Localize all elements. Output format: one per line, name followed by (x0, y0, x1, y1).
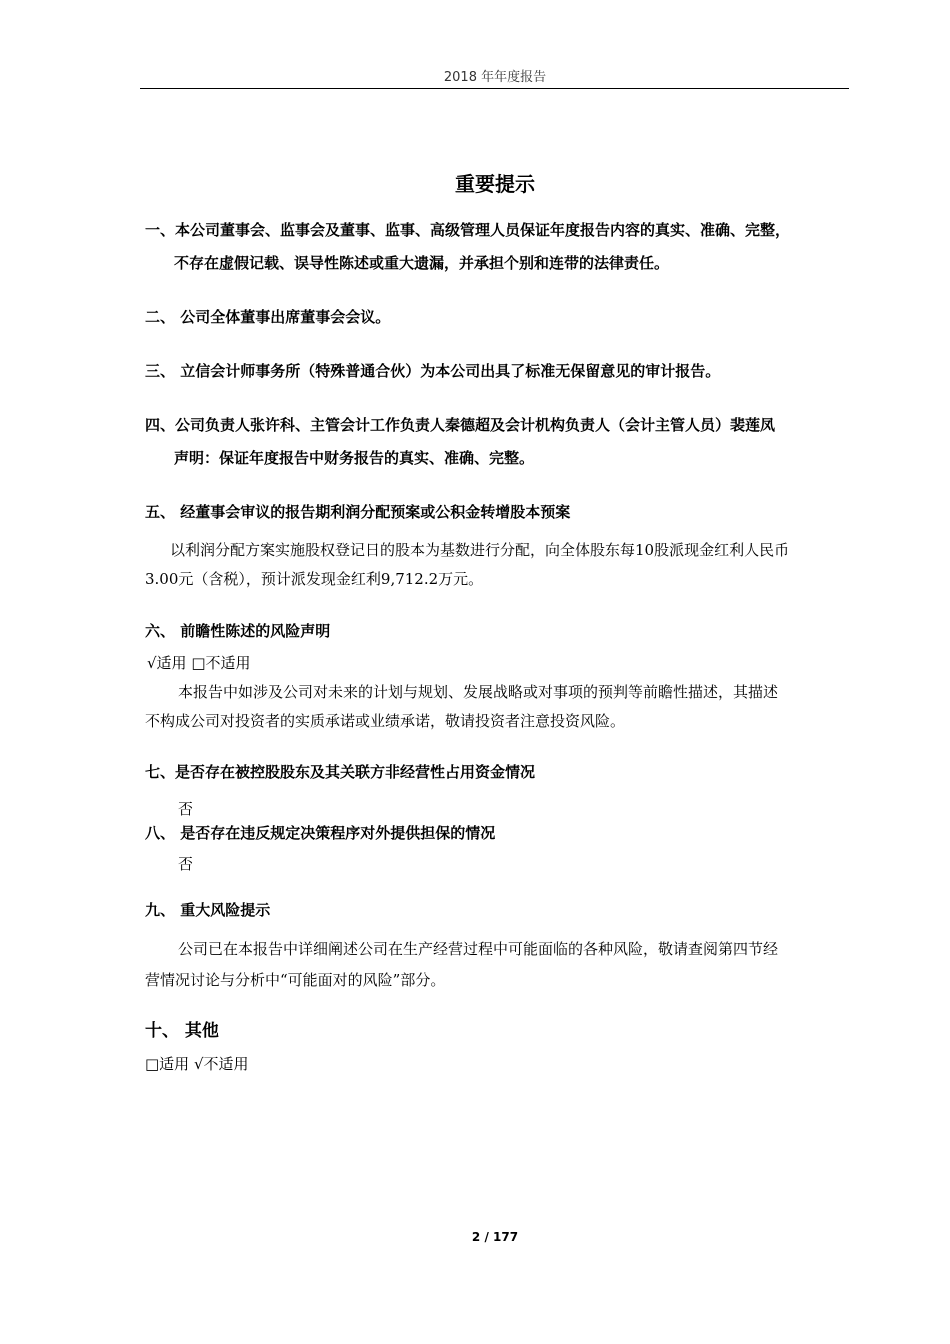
section-4-line-1: 四、公司负责人张许科、主管会计工作负责人秦德超及会计机构负责人（会计主管人员）裴莲凤 (145, 416, 776, 434)
section-7-heading: 七、是否存在被控股股东及其关联方非经营性占用资金情况 (145, 763, 536, 781)
section-10-options: □适用 √不适用 (145, 1055, 249, 1073)
page-number: 2 / 177 (471, 1230, 519, 1244)
running-header: 2018 年年度报告 (443, 70, 547, 85)
header-divider (140, 88, 849, 89)
page-title: 重要提示 (455, 172, 535, 196)
section-4-line-2: 声明：保证年度报告中财务报告的真实、准确、完整。 (174, 449, 535, 467)
section-2-line-1: 二、 公司全体董事出席董事会会议。 (145, 308, 391, 326)
section-1-line-2: 不存在虚假记载、误导性陈述或重大遗漏，并承担个别和连带的法律责任。 (174, 254, 670, 272)
section-7-answer: 否 (178, 800, 194, 818)
section-9-heading: 九、 重大风险提示 (145, 901, 271, 919)
section-10-heading: 十、 其他 (145, 1021, 219, 1041)
section-9-body-1: 公司已在本报告中详细阐述公司在生产经营过程中可能面临的各种风险，敬请查阅第四节经 (178, 940, 779, 958)
section-6-body-2: 不构成公司对投资者的实质承诺或业绩承诺，敬请投资者注意投资风险。 (145, 712, 626, 730)
section-5-body-2: 3.00元（含税），预计派发现金红利9,712.2万元。 (145, 570, 484, 588)
section-6-heading: 六、 前瞻性陈述的风险声明 (145, 622, 331, 640)
section-6-body-1: 本报告中如涉及公司对未来的计划与规划、发展战略或对事项的预判等前瞻性描述，其描述 (178, 683, 779, 701)
section-8-answer: 否 (178, 855, 194, 873)
section-8-heading: 八、 是否存在违反规定决策程序对外提供担保的情况 (145, 824, 496, 842)
section-9-body-2: 营情况讨论与分析中“可能面对的风险”部分。 (145, 971, 446, 989)
section-3-line-1: 三、 立信会计师事务所（特殊普通合伙）为本公司出具了标准无保留意见的审计报告。 (145, 362, 721, 380)
section-5-body-1: 以利润分配方案实施股权登记日的股本为基数进行分配，向全体股东每10股派现金红利人民币 (170, 541, 790, 559)
section-5-heading: 五、 经董事会审议的报告期利润分配预案或公积金转增股本预案 (145, 503, 571, 521)
section-1-line-1: 一、本公司董事会、监事会及董事、监事、高级管理人员保证年度报告内容的真实、准确、完整， (145, 221, 791, 239)
section-6-options: √适用 □不适用 (147, 654, 251, 672)
